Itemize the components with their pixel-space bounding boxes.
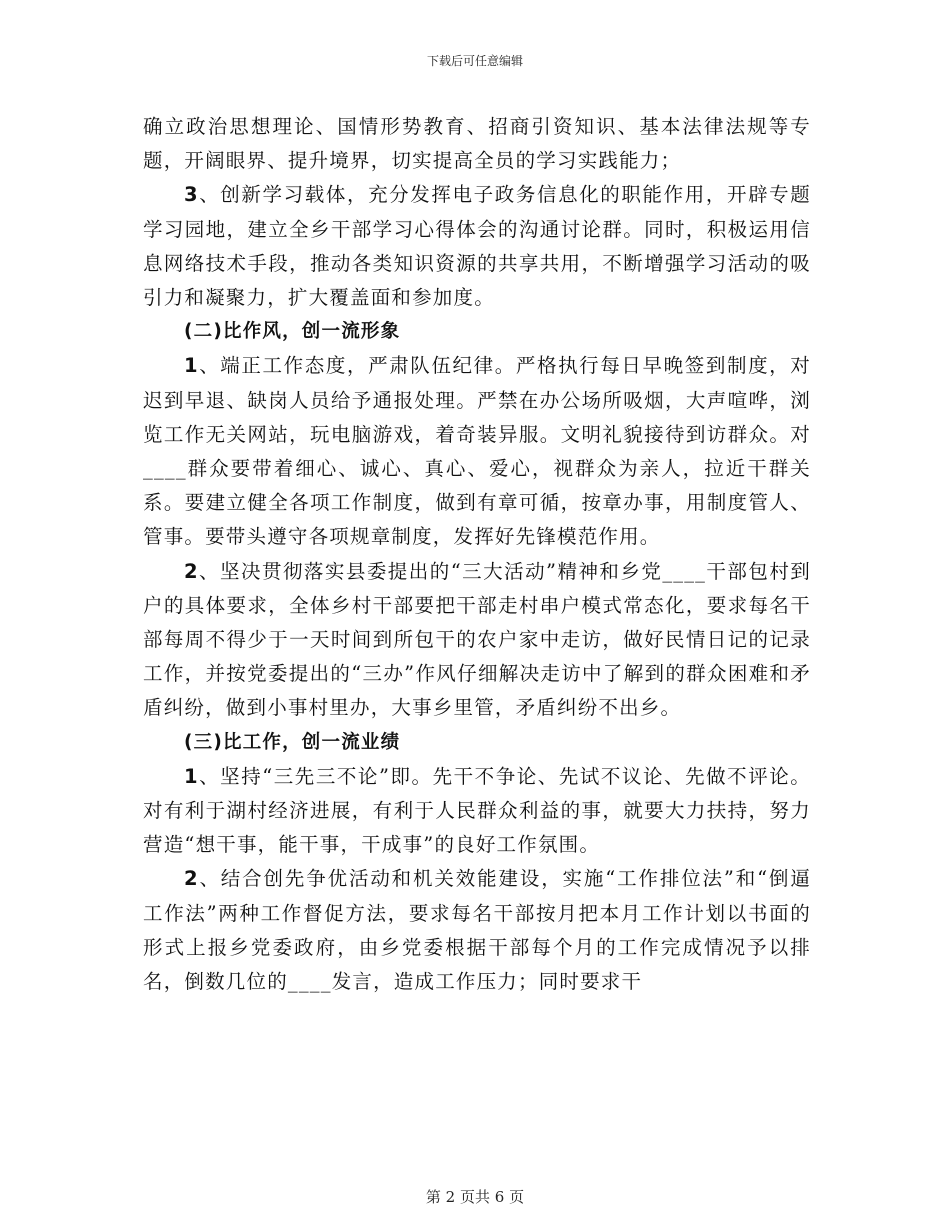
paragraph [143, 555, 811, 726]
paragraph-text: 、创新学习载体，充分发挥电子政务信息化的职能作用，开辟专题学习园地，建立全乡干部学习心得体会的沟通讨论群。同时，积极运用信息网络技术手段，推动各类知识资源的共享共用，不断增强学习活动的吸引力和凝聚力，扩大覆盖面和参加度。 [143, 183, 811, 310]
paragraph [143, 862, 811, 999]
paragraph-text: 、端正工作态度，严肃队伍纪律。严格执行每日早晚签到制度，对迟到早退、缺岗人员给予通报处理。严禁在办公场所吸烟，大声喧哗，浏览工作无关网站，玩电脑游戏，着奇装异服。文明礼貌接待到访群众。对____群众要带着细心、诚心、真心、爱心，视群众为亲人，拉近干群关系。要建立健全各项工作制度，做到有章可循，按章办事，用制度管人、管事。要带头遵守各项规章制度，发挥好先锋模范作用。 [143, 354, 811, 549]
document-body [143, 110, 811, 999]
paragraph [143, 178, 811, 315]
item-number: 2 [184, 867, 199, 891]
section-heading: (三)比工作，创一流业绩 [184, 731, 401, 753]
page-footer: 第 2 页共 6 页 [425, 1188, 525, 1206]
item-number: 3 [184, 183, 199, 207]
paragraph [143, 349, 811, 554]
paragraph-text: 、坚持“三先三不论”即。先干不争论、先试不议论、先做不评论。对有利于湖村经济进展，有利于人民群众利益的事，就要大力扶持，努力营造“想干事，能干事，干成事”的良好工作氛围。 [143, 764, 811, 857]
page-header: 下载后可任意编辑 [426, 54, 523, 68]
item-number: 2 [184, 559, 199, 583]
section-heading: (二)比作风，创一流形象 [184, 321, 401, 343]
paragraph-text: 、结合创先争优活动和机关效能建设，实施“工作排位法”和“倒逼工作法”两种工作督促方法，要求每名干部按月把本月工作计划以书面的形式上报乡党委政府，由乡党委根据干部每个月的工作完成情况予以排名，倒数几位的____发言，造成工作压力；同时要求干 [143, 867, 811, 994]
paragraph-text: 、坚决贯彻落实县委提出的“三大活动”精神和乡党____干部包村到户的具体要求，全体乡村干部要把干部走村串户模式常态化，要求每名干部每周不得少于一天时间到所包干的农户家中走访，做好民情日记的记录工作，并按党委提出的“三办”作风仔细解决走访中了解到的群众困难和矛盾纠纷，做到小事村里办，大事乡里管，矛盾纠纷不出乡。 [143, 559, 811, 720]
item-number: 1 [184, 764, 199, 788]
item-number: 1 [184, 354, 199, 378]
paragraph: 确立政治思想理论、国情形势教育、招商引资知识、基本法律法规等专题，开阔眼界、提升境界，切实提高全员的学习实践能力； [143, 115, 811, 173]
paragraph [143, 760, 811, 863]
